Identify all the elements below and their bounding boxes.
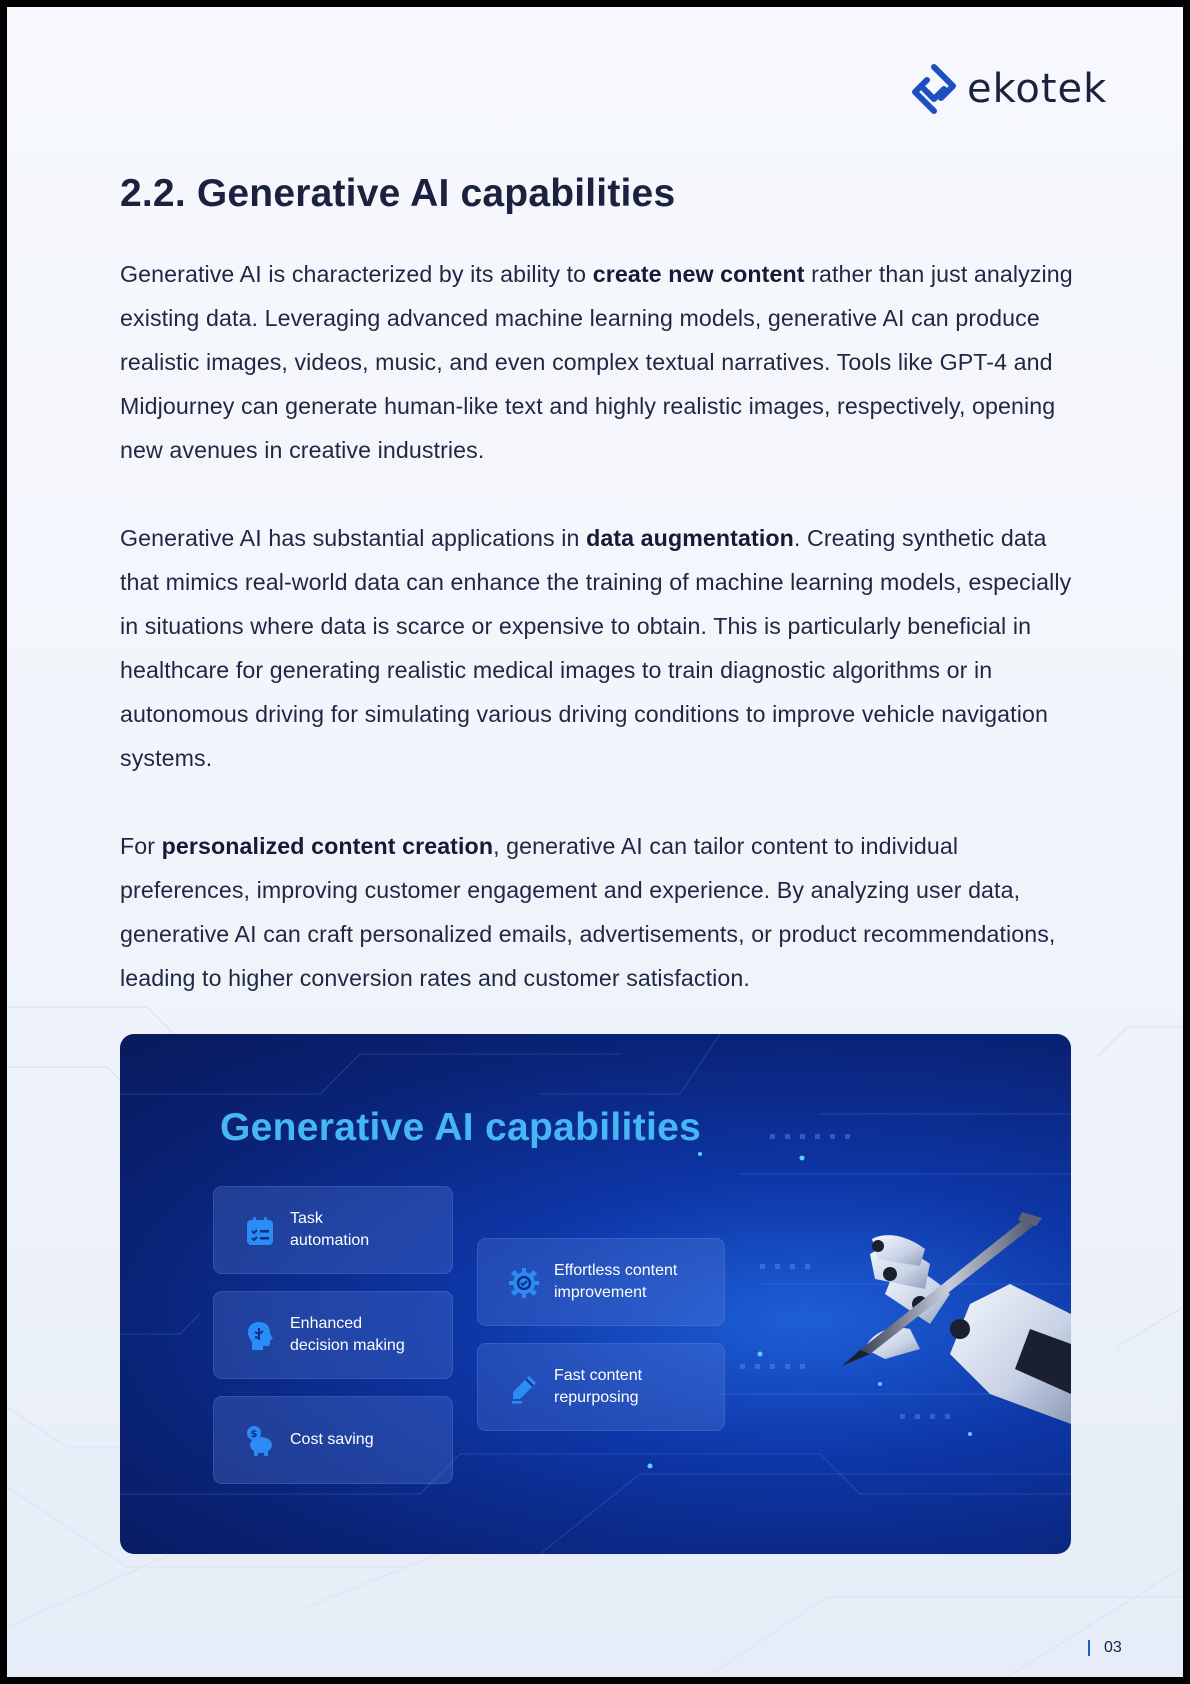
card-enhanced-decision-making	[213, 1291, 453, 1379]
card-cost-line1: Cost saving	[290, 1431, 374, 1448]
svg-text:$: $	[250, 1429, 258, 1440]
card-decision-line1: Enhanced	[290, 1315, 363, 1332]
emphasis-create-new-content: create new content	[592, 261, 805, 287]
card-task-line1: Task	[290, 1210, 323, 1227]
card-repurpose-line1: Fast content	[554, 1367, 643, 1384]
page-number	[1088, 1639, 1122, 1657]
emphasis-data-augmentation: data augmentation	[586, 525, 794, 551]
piggy-bank-icon	[244, 1425, 276, 1457]
page-number-value: 03	[1104, 1639, 1122, 1656]
ekotek-logo-icon	[907, 62, 961, 116]
page-number-divider	[1088, 1640, 1090, 1656]
paragraph-personalized-content: For personalized content creation, generative AI can tailor content to individual preferences, improving customer engagement and experience. By analyzing user data, generative AI can craft personalized emails, advertisements, or product recommendations, leading to higher conversion rates and customer satisfaction.	[120, 833, 1056, 991]
card-fast-content-repurposing	[477, 1343, 725, 1431]
capabilities-infographic	[120, 1034, 1071, 1554]
brain-head-icon	[244, 1320, 276, 1352]
section-heading: 2.2. Generative AI capabilities	[120, 172, 676, 215]
card-decision-line2: decision making	[290, 1337, 405, 1354]
infographic-title: Generative AI capabilities	[220, 1106, 702, 1149]
document-page	[7, 7, 1183, 1677]
card-task-automation	[213, 1186, 453, 1274]
robot-hand-illustration	[760, 1154, 1071, 1454]
card-repurpose-line2: repurposing	[554, 1389, 639, 1406]
checklist-icon	[244, 1215, 276, 1247]
emphasis-personalized-content-creation: personalized content creation	[161, 833, 494, 859]
card-improve-line1: Effortless content	[554, 1262, 678, 1279]
paragraph-create-content: Generative AI is characterized by its ability to create new content rather than just analyzing existing data. Leveraging advanced machine learning models, generative AI can produce realistic images, videos, music, and even complex textual narratives. Tools like GPT-4 and Midjourney can generate human-like text and highly realistic images, respectively, opening new avenues in creative industries.	[120, 261, 1073, 463]
brand-logo	[907, 59, 1112, 119]
brand-name: ekotek	[967, 66, 1108, 112]
card-effortless-content-improvement	[477, 1238, 725, 1326]
card-improve-line2: improvement	[554, 1284, 647, 1301]
card-task-line2: automation	[290, 1232, 370, 1249]
pen-icon	[508, 1372, 540, 1404]
paragraph-data-augmentation: Generative AI has substantial applications in data augmentation. Creating synthetic data that mimics real-world data can enhance the training of machine learning models, especially in situations where data is scarce or expensive to obtain. This is particularly beneficial in healthcare for generating realistic medical images to train diagnostic algorithms or in autonomous driving for simulating various driving conditions to improve vehicle navigation systems.	[120, 525, 1072, 771]
gear-cycle-icon	[508, 1267, 540, 1299]
card-cost-saving	[213, 1396, 453, 1484]
